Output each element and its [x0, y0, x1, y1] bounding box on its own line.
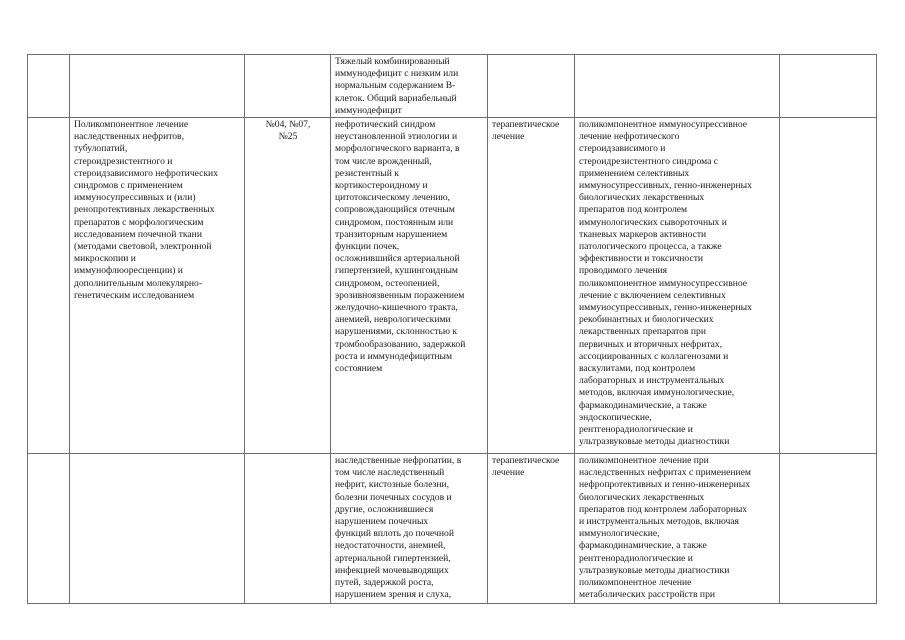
cell-text-line: препаратов под контролем — [579, 204, 688, 216]
cell-text-line: дополнительным молекулярно- — [74, 277, 203, 289]
cell-text-line: первичных и вторичных нефритах, — [579, 338, 723, 350]
cell-text-line: фармакодинамические, а также — [579, 399, 707, 411]
cell-text-line: проводимого лечения — [579, 265, 668, 277]
table-row — [28, 454, 877, 604]
cell-text-line: том числе наследственный — [335, 467, 445, 479]
cell-text-line: клеток. Общий вариабельный — [335, 92, 457, 104]
cell-text-line: фармакодинамические, а также — [579, 540, 707, 552]
row-number-cell — [28, 118, 70, 454]
cell-text-line: лечение — [492, 467, 525, 479]
cell-text-line: иммунофлюоресценции) и — [74, 265, 183, 277]
cell-text-line: методов, включая иммунологические, — [579, 387, 735, 399]
cell-text-line: и инструментальных методов, включая — [579, 516, 739, 528]
cell-text-line: иммуносупрессивных и (или) — [74, 192, 196, 204]
cell-text-line: тромбообразованию, задержкой — [335, 338, 466, 350]
cost-cell — [780, 118, 877, 454]
cell-text-line: препаратов с морфологическим — [74, 216, 204, 228]
cell-text-line: желудочно-кишечного тракта, — [335, 302, 458, 314]
treatment-type-cell — [70, 118, 245, 454]
cell-text-line: ренопротективных лекарственных — [74, 204, 215, 216]
row-number-cell — [28, 55, 70, 118]
cell-text-line: состоянием — [335, 363, 383, 375]
cell-text-line: функций вплоть до почечной — [335, 528, 454, 540]
cell-text-line: гипертензией, кушингоидным — [335, 265, 458, 277]
cell-text-line: ультразвуковые методы диагностики — [579, 436, 730, 448]
cell-text-line: биологических лекарственных — [579, 491, 705, 503]
diagnosis-cell — [331, 55, 488, 118]
treatment-model-cell — [488, 118, 575, 454]
treatment-method-cell — [575, 118, 780, 454]
cell-text-line: недостаточности, анемией, — [335, 540, 446, 552]
cost-cell — [780, 454, 877, 604]
code-cell — [245, 118, 331, 454]
cell-text-line: нефропротективных и генно-инженерных — [579, 479, 750, 491]
cell-text-line: стероидрезистентного синдрома с — [579, 155, 719, 167]
cell-text-line: рентгенорадиологические и — [579, 552, 693, 564]
treatment-method-cell — [575, 55, 780, 118]
code-cell — [245, 55, 331, 118]
cell-text-line: поликомпонентное лечение — [579, 577, 692, 589]
cell-text-line: применением селективных — [579, 167, 690, 179]
cell-text-line: нормальным содержанием В- — [335, 80, 456, 92]
treatment-model-cell — [488, 55, 575, 118]
cell-text-line: инфекцией мочевыводящих — [335, 564, 449, 576]
table-row — [28, 55, 877, 118]
cell-text-line: метаболических расстройств при — [579, 589, 715, 601]
cell-text-line: том числе врожденный, — [335, 155, 432, 167]
cell-text-line: наследственных нефритах с применением — [579, 467, 752, 479]
cell-text-line: исследованием почечной ткани — [74, 228, 202, 240]
cell-text-line: сопровождающийся отечным — [335, 204, 455, 216]
cell-text-line: иммунологических сывороточных и — [579, 216, 727, 228]
cell-text-line: путей, задержкой роста, — [335, 577, 434, 589]
cost-cell — [780, 55, 877, 118]
cell-text-line: иммунодефицит — [335, 104, 402, 116]
cell-text-line: поликомпонентное лечение при — [579, 455, 709, 467]
cell-text-line: функции почек, — [335, 241, 400, 253]
cell-text-line: лекарственных препаратов при — [579, 326, 706, 338]
cell-text-line: эрозивноязвенным поражением — [335, 289, 465, 301]
treatment-type-cell — [70, 454, 245, 604]
cell-text-line: микроскопии и — [74, 253, 136, 265]
cell-text-line: №04, №07, — [265, 119, 311, 131]
cell-text-line: другие, осложнившиеся — [335, 503, 434, 515]
cell-text-line: наследственные нефропатии, в — [335, 455, 462, 467]
cell-text-line: ассоциированных с коллагенозами и — [579, 350, 729, 362]
row-number-cell — [28, 454, 70, 604]
cell-text-line: стероидрезистентного и — [74, 155, 173, 167]
cell-text-line: биологических лекарственных — [579, 192, 705, 204]
cell-text-line: рентгенорадиологические и — [579, 424, 693, 436]
cell-text-line: роста и иммунодефицитным — [335, 350, 453, 362]
medical-procedures-table — [27, 54, 877, 604]
cell-text-line: синдромов с применением — [74, 180, 183, 192]
cell-text-line: лабораторных и инструментальных — [579, 375, 725, 387]
cell-text-line: лечение нефротического — [579, 131, 680, 143]
cell-text-line: терапевтическое — [492, 119, 560, 131]
cell-text-line: иммунологические, — [579, 528, 660, 540]
cell-text-line: синдромом, постоянным или — [335, 216, 454, 228]
cell-text-line: стероидзависимого нефротических — [74, 167, 218, 179]
cell-text-line: осложнившийся артериальной — [335, 253, 460, 265]
cell-text-line: иммуносупрессивных, генно-инженерных — [579, 180, 752, 192]
cell-text-line: патологического процесса, а также — [579, 241, 722, 253]
cell-text-line: резистентный к — [335, 167, 399, 179]
cell-text-line: тканевых маркеров активности — [579, 228, 707, 240]
cell-text-line: Поликомпонентное лечение — [74, 119, 189, 131]
cell-text-line: цитотоксическому лечению, — [335, 192, 451, 204]
cell-text-line: ультразвуковые методы диагностики — [579, 564, 730, 576]
table-row — [28, 118, 877, 454]
cell-text-line: рекобинантных и биологических — [579, 314, 714, 326]
cell-text-line: морфологического варианта, в — [335, 143, 460, 155]
cell-text-line: неустановленной этиологии и — [335, 131, 458, 143]
cell-text-line: нарушениями, склонностью к — [335, 326, 458, 338]
cell-text-line: нефротический синдром — [335, 119, 436, 131]
treatment-type-cell — [70, 55, 245, 118]
cell-text-line: транзиторным нарушением — [335, 228, 448, 240]
cell-text-line: иммуносупрессивных, генно-инженерных — [579, 302, 752, 314]
cell-text-line: нарушением почечных — [335, 516, 429, 528]
cell-text-line: Тяжелый комбинированный — [335, 56, 450, 67]
cell-text-line: эффективности и токсичности — [579, 253, 704, 265]
diagnosis-cell — [331, 454, 488, 604]
cell-text-line: анемией, неврологическими — [335, 314, 451, 326]
cell-text-line: васкулитами, под контролем — [579, 363, 696, 375]
cell-text-line: препаратов под контролем лабораторных — [579, 503, 748, 515]
cell-text-line: иммунодефицит с низким или — [335, 68, 459, 80]
cell-text-line: генетическим исследованием — [74, 289, 195, 301]
cell-text-line: лечение с включением селективных — [579, 289, 726, 301]
treatment-model-cell — [488, 454, 575, 604]
cell-text-line: нефрит, кистозные болезни, — [335, 479, 450, 491]
cell-text-line: (методами световой, электронной — [74, 241, 212, 253]
cell-text-line: наследственных нефритов, — [74, 131, 184, 143]
cell-text-line: эндоскопические, — [579, 411, 652, 423]
code-cell — [245, 454, 331, 604]
cell-text-line: болезни почечных сосудов и — [335, 491, 452, 503]
cell-text-line: тубулопатий, — [74, 143, 128, 155]
cell-text-line: лечение — [492, 131, 525, 143]
treatment-method-cell — [575, 454, 780, 604]
cell-text-line: №25 — [278, 131, 298, 143]
cell-text-line: артериальной гипертензией, — [335, 552, 451, 564]
cell-text-line: стероидзависимого и — [579, 143, 666, 155]
diagnosis-cell — [331, 118, 488, 454]
cell-text-line: терапевтическое — [492, 455, 560, 467]
cell-text-line: поликомпонентное иммуносупрессивное — [579, 119, 748, 131]
cell-text-line: синдромом, остеопенией, — [335, 277, 440, 289]
cell-text-line: поликомпонентное иммуносупрессивное — [579, 277, 748, 289]
cell-text-line: кортикостероидному и — [335, 180, 428, 192]
cell-text-line: нарушением зрения и слуха, — [335, 589, 452, 601]
